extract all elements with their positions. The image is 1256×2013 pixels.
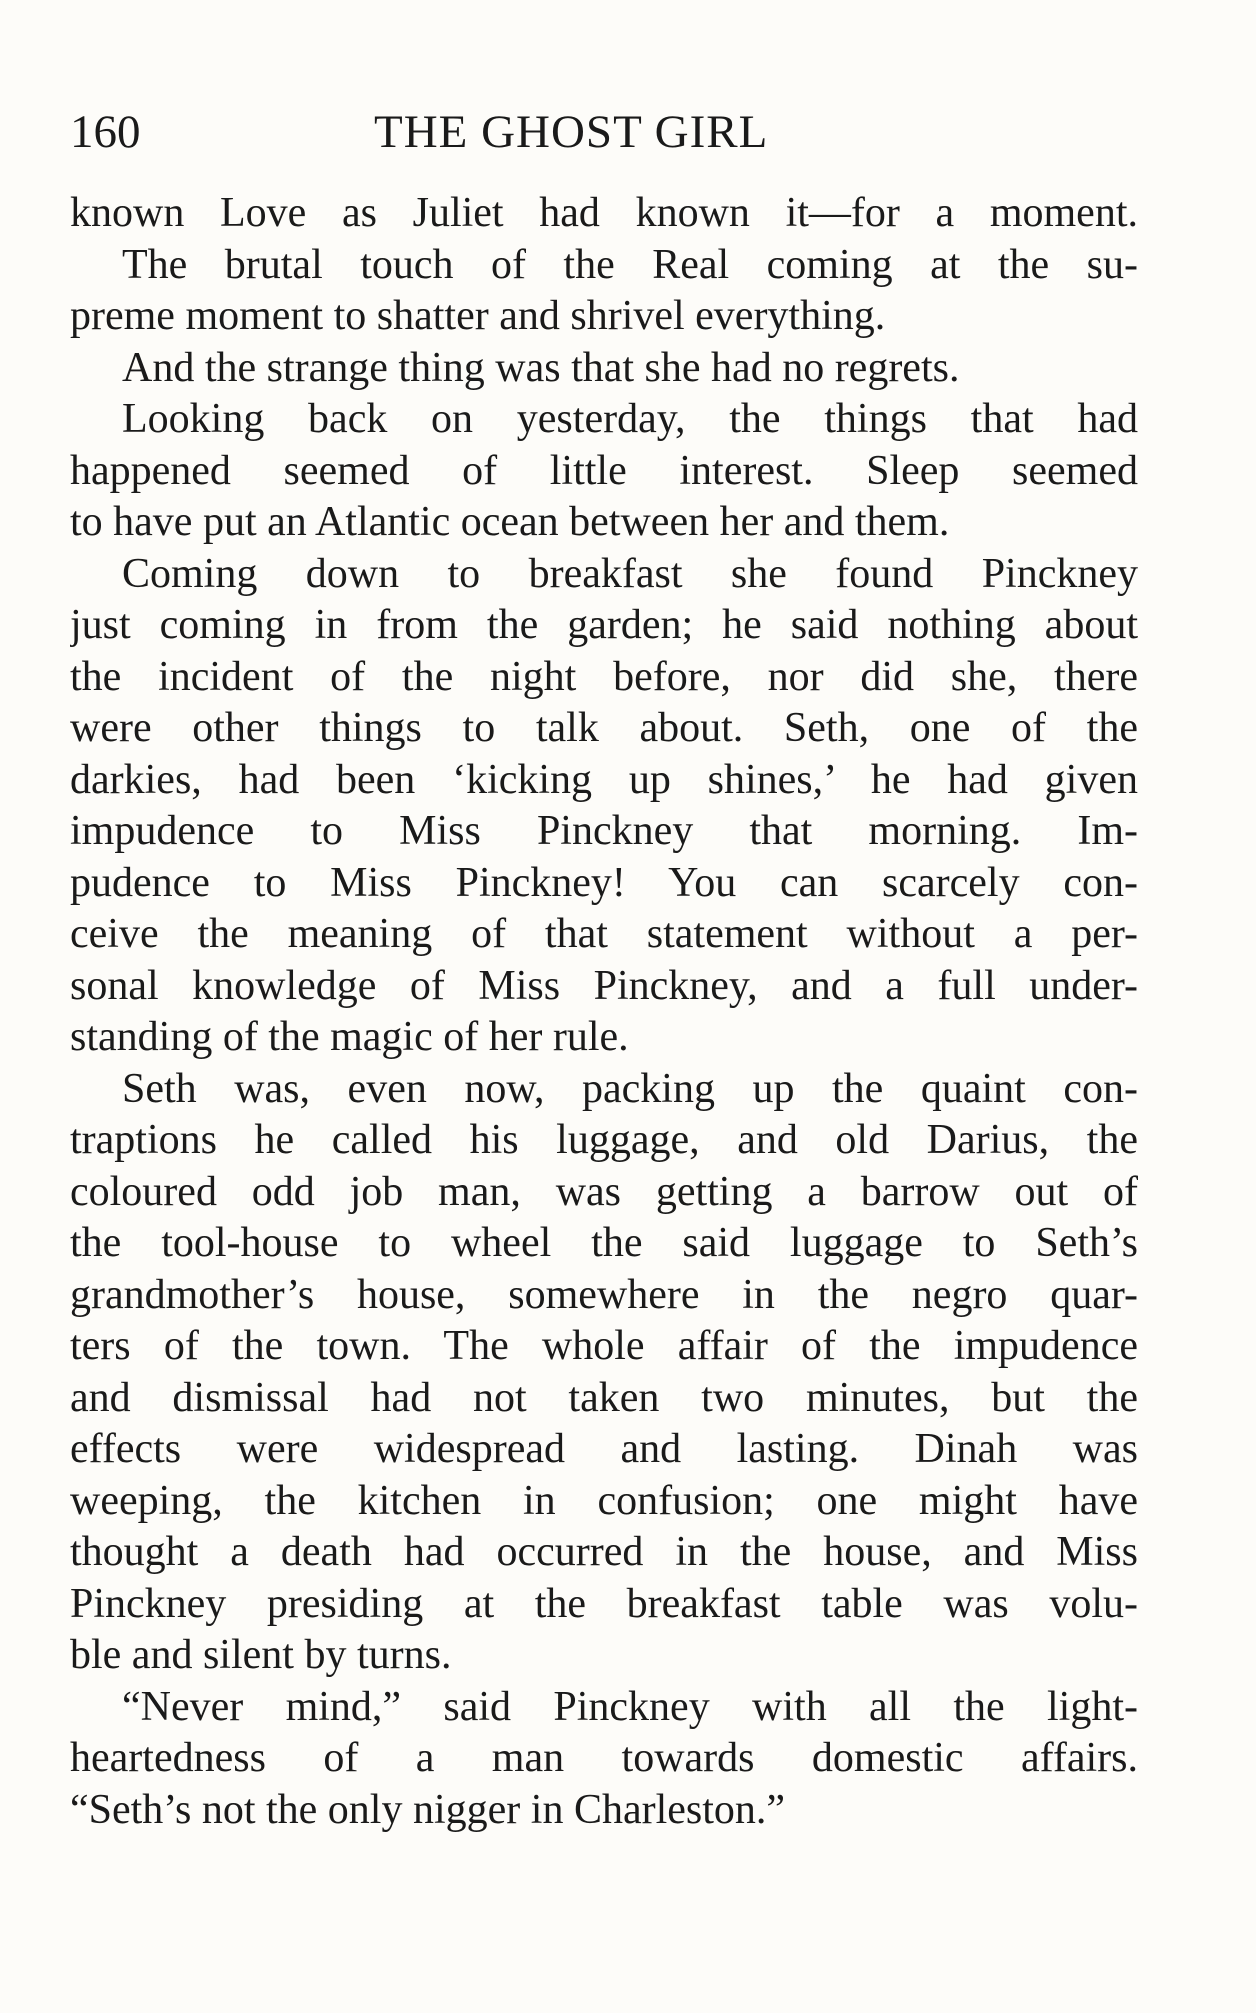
text-line: Coming down to breakfast she found Pinckney [122,550,1138,597]
text-line: thought a death had occurred in the house, and Miss [70,1529,1138,1575]
text-line: and dismissal had not taken two minutes, but the [70,1374,1138,1421]
text-line: happened seemed of little interest. Sleep seemed [70,447,1138,494]
text-line: And the strange thing was that she had no regrets. [122,344,960,391]
text-line: Pinckney presiding at the breakfast table was volu- [70,1580,1138,1627]
text-line: darkies, had been ‘kicking up shines,’ he had given [70,756,1138,803]
text-line: weeping, the kitchen in confusion; one might have [70,1477,1138,1524]
text-line: preme moment to shatter and shrivel everything. [70,293,886,339]
text-line: were other things to talk about. Seth, one of the [70,705,1138,751]
body-text [70,188,1138,1836]
text-line: Looking back on yesterday, the things that had [122,396,1138,442]
text-line: ble and silent by turns. [70,1632,452,1678]
text-line: coloured odd job man, was getting a barrow out of [70,1168,1138,1215]
text-line: traptions he called his luggage, and old Darius, the [70,1117,1138,1163]
text-line: to have put an Atlantic ocean between her and them. [70,499,950,545]
text-line: the tool-house to wheel the said luggage to Seth’s [70,1220,1138,1266]
text-line: the incident of the night before, nor did she, there [70,653,1138,700]
text-line: Seth was, even now, packing up the quaint con- [122,1065,1138,1112]
text-line: ceive the meaning of that statement without a per- [70,911,1138,957]
running-title: THE GHOST GIRL [374,106,769,158]
text-line: effects were widespread and lasting. Dinah was [70,1426,1138,1472]
text-line: pudence to Miss Pinckney! You can scarcely con- [70,859,1138,906]
text-line: known Love as Juliet had known it—for a moment. [70,190,1138,236]
text-line: just coming in from the garden; he said nothing about [70,602,1138,648]
text-line: “Never mind,” said Pinckney with all the light- [122,1683,1138,1730]
text-line: sonal knowledge of Miss Pinckney, and a full under- [70,962,1138,1009]
text-line: heartedness of a man towards domestic affairs. [70,1735,1138,1781]
page-number: 160 [70,106,141,158]
text-line: grandmother’s house, somewhere in the negro quar- [70,1271,1138,1318]
running-head [70,102,1138,162]
text-line: The brutal touch of the Real coming at the su- [122,241,1138,288]
text-line: ters of the town. The whole affair of the impudence [70,1323,1138,1369]
text-line: “Seth’s not the only nigger in Charleston.” [70,1786,786,1833]
text-line: impudence to Miss Pinckney that morning. Im- [70,808,1138,854]
text-line: standing of the magic of her rule. [70,1014,629,1060]
